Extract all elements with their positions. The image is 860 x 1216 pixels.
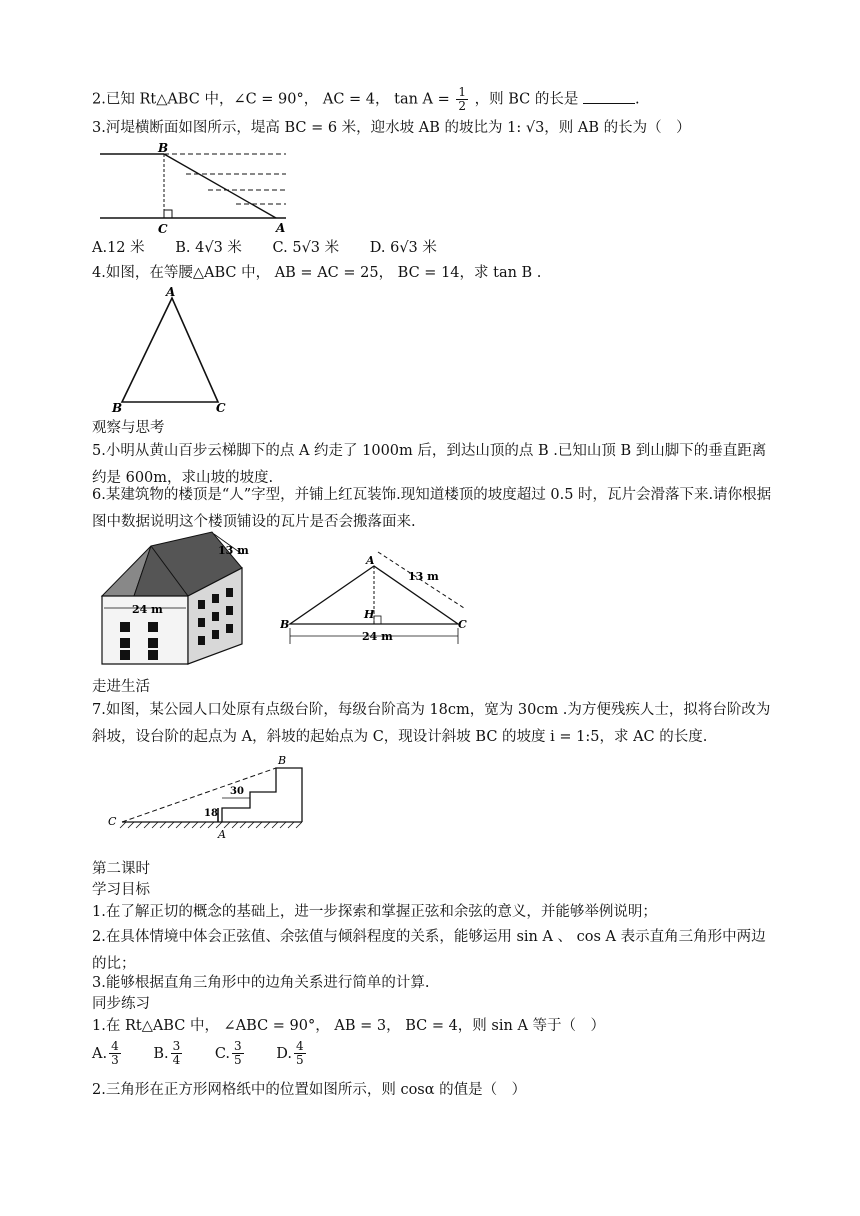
goal-3: 3.能够根据直角三角形中的边角关系进行简单的计算. — [92, 975, 430, 991]
step-width-label: 30 — [230, 786, 244, 797]
q6-roof-triangle-figure — [280, 550, 480, 652]
q4-text: 4.如图，在等腰△ABC 中， AB = AC = 25， BC = 14，求 tan B . — [92, 265, 542, 281]
label-c: C — [216, 401, 226, 415]
q7-text: 7.如图，某公园人口处原有点级台阶，每级台阶高为 18cm，宽为 30cm .为方便残疾人士，拟将台阶改为斜坡，设台阶的起点为 A，斜坡的起始点为 C，现设计斜坡 BC 的坡度 i = 1:5，求 AC 的长度. — [92, 702, 771, 745]
practice-heading: 同步练习 — [92, 996, 150, 1012]
section-observe-think: 观察与思考 — [92, 420, 165, 436]
q2-text: 2.已知 Rt△ABC 中，∠C = 90°， AC = 4， tan A = — [92, 91, 450, 108]
option-d[interactable]: D. $\frac{4}{5}$ — [276, 1039, 304, 1067]
label-a: A — [366, 554, 375, 567]
lesson-two-heading: 第二课时 — [92, 861, 150, 877]
goals-heading: 学习目标 — [92, 882, 150, 898]
label-b: B — [280, 618, 290, 631]
option-d[interactable]: D. 6√3 米 — [369, 240, 437, 256]
q6-house-figure — [96, 530, 256, 668]
label-h: H — [364, 608, 375, 621]
label-b: B — [158, 141, 169, 155]
q7-stairs-ramp-figure — [104, 752, 308, 844]
option-b[interactable]: B. 4√3 米 — [175, 240, 242, 256]
answer-blank[interactable] — [583, 91, 635, 104]
label-c: C — [108, 815, 117, 828]
option-c[interactable]: C. $\frac{3}{5}$ — [214, 1039, 242, 1067]
q5-text: 5.小明从黄山百步云梯脚下的点 A 约走了 1000m 后，到达山顶的点 B .已知山顶 B 到山脚下的垂直距离约是 600m，求山坡的坡度. — [92, 443, 767, 486]
house-side-label: 13 m — [218, 544, 249, 557]
step-height-label: 18 — [204, 808, 218, 819]
label-a: A — [218, 828, 226, 841]
option-c[interactable]: C. 5√3 米 — [272, 240, 340, 256]
q4-isosceles-triangle-figure — [108, 284, 238, 416]
label-c: C — [158, 222, 168, 236]
roof-base-label: 24 m — [362, 630, 393, 643]
label-b: B — [278, 754, 287, 767]
option-b[interactable]: B. $\frac{3}{4}$ — [153, 1039, 181, 1067]
option-a[interactable]: A. $\frac{4}{3}$ — [92, 1039, 119, 1067]
q2-line: 2.已知 Rt△ABC 中，∠C = 90°， AC = 4， tan A = $\frac{1}{2}$ ，则 BC 的长是 . — [92, 85, 640, 113]
roof-side-label: 13 m — [408, 570, 439, 583]
goal-1: 1.在了解正切的概念的基础上，进一步探索和掌握正弦和余弦的意义，并能够举例说明； — [92, 904, 657, 920]
house-base-label: 24 m — [132, 603, 163, 616]
p2-text: 2.三角形在正方形网格纸中的位置如图所示，则 cosα 的值是（ ） — [92, 1082, 527, 1098]
q3-text: 3.河堤横断面如图所示，堤高 BC = 6 米，迎水坡 AB 的坡比为 1: √3，则 AB 的长为（ ） — [92, 120, 691, 136]
label-c: C — [458, 618, 467, 631]
label-a: A — [166, 285, 176, 299]
option-a[interactable]: A.12 米 — [92, 240, 145, 256]
q3-options — [92, 238, 463, 258]
p1-options — [92, 1040, 334, 1067]
p1-text: 1.在 Rt△ABC 中， ∠ABC = 90°， AB = 3， BC = 4，则 sin A 等于（ ） — [92, 1018, 606, 1034]
goal-2: 2.在具体情境中体会正弦值、余弦值与倾斜程度的关系，能够运用 sin A 、 cos A 表示直角三角形中两边的比； — [92, 929, 766, 972]
q3-embankment-figure — [96, 140, 296, 236]
label-a: A — [276, 221, 286, 235]
q6-text: 6.某建筑物的楼顶是“人”字型，并铺上红瓦装饰.现知道楼顶的坡度超过 0.5 时，瓦片会滑落下来.请你根据图中数据说明这个楼顶铺设的瓦片是否会搬落面来. — [92, 487, 772, 530]
label-b: B — [112, 401, 123, 415]
q2-fraction: $\frac{1}{2}$ — [458, 85, 467, 113]
section-into-life: 走进生活 — [92, 679, 150, 695]
